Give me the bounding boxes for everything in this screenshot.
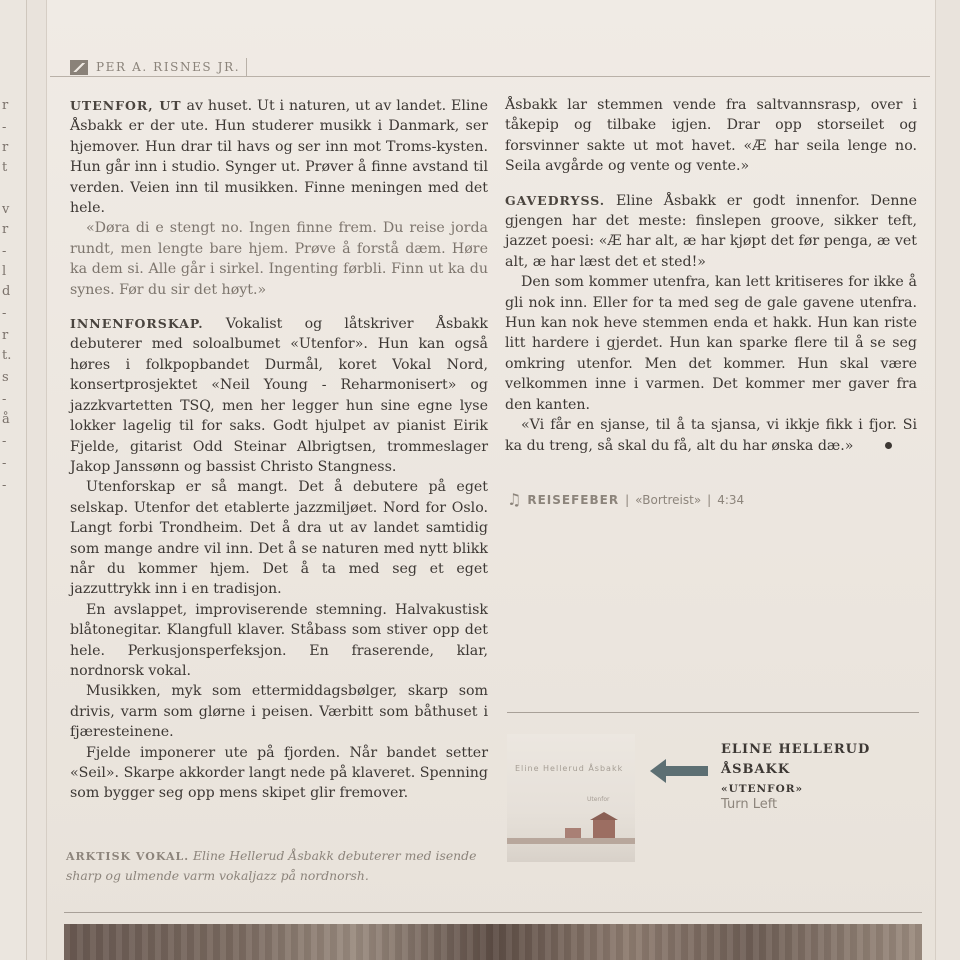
album-info: [721, 740, 921, 812]
margin-fragment: -: [2, 478, 7, 493]
track-recommendation: [507, 490, 744, 509]
paragraph-text: Musikken, myk som ettermiddagsbølger, skarp som drivis, varm som glørne i peisen. Værbitt som båthuset i fjæresteinene.: [70, 683, 488, 741]
section-lead: INNENFORSKAP.: [70, 316, 204, 332]
paragraph-text: Den som kommer utenfra, kan lett kritiseres for ikke å gli nok inn. Eller for ta med seg de gale gavene utenfra. Hun kan nok heve stemmen enda et hakk. Hun kan riste litt hardere i gjerdet. Hun kan sparke flere til å se seg omkring utenfor. Men det kommer. Hun skal være velkommen inne i varmen. Det kommer mer gaver fra den kanten.: [505, 274, 917, 413]
section-lead: GAVEDRYSS.: [505, 192, 606, 208]
margin-fragment: -: [2, 456, 7, 471]
paragraph: [70, 96, 488, 218]
album-artist: [721, 740, 921, 780]
separator: |: [707, 492, 712, 507]
margin-fragment: t: [2, 160, 8, 175]
record-label: Turn Left: [721, 797, 778, 812]
article-column-right: [505, 95, 917, 456]
boathouse-shape: [593, 820, 615, 838]
margin-fragment: v: [2, 202, 10, 217]
margin-fragment: -: [2, 306, 7, 321]
margin-fragment: d: [2, 284, 11, 299]
margin-fragment: r: [2, 98, 9, 113]
caption-lead: ARKTISK VOKAL.: [66, 850, 190, 863]
album-artist-line: ÅSBAKK: [721, 762, 791, 777]
cover-artist: Eline Hellerud Åsbakk: [515, 764, 624, 773]
paragraph: [70, 314, 488, 477]
section-lead: UTENFOR, UT: [70, 98, 182, 113]
track-song: «Bortreist»: [635, 492, 702, 507]
byline-author: PER A. RISNES JR.: [96, 60, 241, 74]
paragraph: [505, 191, 917, 273]
paragraph-text: Vokalist og låtskriver Åsbakk debuterer med soloalbumet «Utenfor». Hun kan også høres i folkpopbandet Durmål, koret Vokal Nord, konsertprosjektet «Neil Young - Reharmonisert» og jazzkvartetten TSQ, men her legger hun sine egne lyse lokker lagelig til for saks. Godt hjulpet av pianist Eirik Fjelde, gitarist Odd Steinar Albrigtsen, trommeslager Jakop Janssønn og bassist Christo Stangness.: [70, 316, 488, 475]
album-title: «UTENFOR»: [721, 783, 804, 795]
separator: |: [625, 492, 630, 507]
margin-fragment: s: [2, 370, 9, 385]
margin-fragment: t.: [2, 348, 12, 363]
boathouse-shape: [565, 828, 581, 838]
margin-fragment: r: [2, 222, 9, 237]
paragraph-text: En avslappet, improviserende stemning. Halvakustisk blåtonegitar. Klangfull klaver. Ståbass som stiver opp det hele. Perkusjonsperfeksjon. En fraserende, klar, nordnorsk vokal.: [70, 601, 488, 679]
end-mark-icon: [885, 442, 892, 449]
margin-fragment: -: [2, 244, 7, 259]
track-heading: REISEFEBER: [527, 492, 620, 507]
paragraph-text: Eline Åsbakk er godt innenfor. Denne gjengen har det meste: finslepen groove, sikker teft, jazzet poesi: «Æ har alt, æ har kjøpt det før penga, æ vet alt, æ har læst det et sted!»: [505, 192, 917, 270]
lyric-quote: «Vi får en sjanse, til å ta sjansa, vi ikkje fikk i fjor. Si ka du treng, så skal du få, alt du har ønska dæ.»: [505, 417, 917, 454]
photo-caption: [66, 846, 486, 885]
paragraph: [505, 415, 917, 456]
margin-fragment: -: [2, 434, 7, 449]
bottom-rule: [64, 912, 922, 913]
margin-fragment: r: [2, 328, 9, 343]
paragraph-text: Utenforskap er så mangt. Det å debutere på eget selskap. Utenfor det etablerte jazzmiljøet. Nord for Oslo. Langt forbi Trondheim. Det å dra ut av landet samtidig som mange andre vil inn. Det å se naturen med nytt blikk når du kommer hjem. Det å ta med seg et eget jazzuttrykk inn i en tradisjon.: [70, 479, 488, 598]
margin-fragment: l: [2, 264, 7, 279]
caption-text: Eline Hellerud Åsbakk debuterer med isende sharp og ulmende varm vokaljazz på nordnorsh.: [66, 848, 477, 883]
previous-page-edge: [0, 0, 27, 960]
section-rule: [507, 712, 919, 713]
header-rule: [50, 76, 930, 77]
next-article-photo: [64, 924, 922, 960]
pen-icon: [70, 60, 88, 75]
shoreline-shape: [507, 838, 635, 844]
album-artist-line: ELINE HELLERUD: [721, 742, 871, 757]
margin-fragment: -: [2, 120, 7, 135]
paragraph-text: Åsbakk lar stemmen vende fra saltvannsrasp, over i tåkepip og tilbake igjen. Drar opp storseilet og forsvinner sakte ut mot havet. «Æ har seila lenge no. Seila avgårde og vente og vente.»: [505, 97, 917, 175]
album-cover-image: [507, 734, 635, 862]
arrow-left-icon: [664, 766, 708, 776]
paragraph-text: av huset. Ut i naturen, ut av landet. Eline Åsbakk er der ute. Hun studerer musikk i Danmark, ser hjemover. Hun drar til havs og ser inn mot Troms-kysten. Hun går inn i studio. Synger ut. Prøver å finne avstand til verden. Veien inn til musikken. Finne meningen med det hele.: [70, 98, 489, 217]
margin-fragment: -: [2, 392, 7, 407]
margin-fragment: r: [2, 140, 9, 155]
cover-title: Utenfor: [587, 796, 610, 803]
byline: [70, 58, 247, 76]
music-note-icon: ♫: [507, 490, 522, 509]
paragraph-text: Fjelde imponerer ute på fjorden. Når bandet setter «Seil». Skarpe akkorder langt nede på klaveret. Spenning som bygger seg opp mens skipet glir fremover.: [70, 744, 488, 802]
track-duration: 4:34: [717, 492, 745, 507]
margin-fragment: å: [2, 412, 10, 427]
article-column-left: [70, 96, 488, 804]
lyric-quote: «Døra di e stengt no. Ingen finne frem. Du reise jorda rundt, men lengte bare hjem. Prøve å forstå dæm. Høre ka dem si. Alle går i sirkel. Ingenting førbli. Finn ut ka du synes. Før du sir det høyt.»: [70, 220, 488, 298]
